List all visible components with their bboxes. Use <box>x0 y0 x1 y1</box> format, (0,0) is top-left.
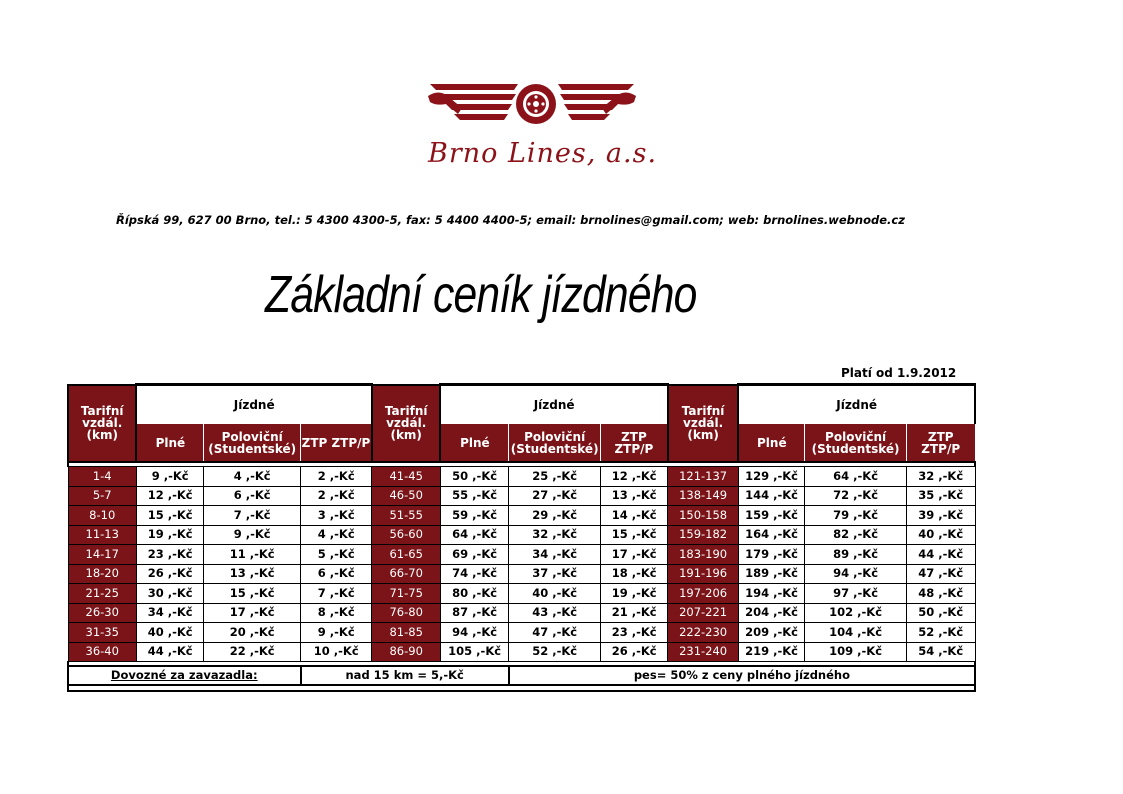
half-fare-cell: 97 ,-Kč <box>805 584 907 604</box>
full-fare-cell: 15 ,-Kč <box>136 506 203 526</box>
full-fare-cell: 74 ,-Kč <box>440 564 508 584</box>
distance-cell: 41-45 <box>372 467 440 487</box>
half-fare-cell: 109 ,-Kč <box>805 642 907 662</box>
distance-cell: 11-13 <box>68 525 136 545</box>
distance-cell: 26-30 <box>68 603 136 623</box>
full-fare-cell: 219 ,-Kč <box>738 642 804 662</box>
half-fare-cell: 34 ,-Kč <box>509 545 601 565</box>
full-fare-cell: 209 ,-Kč <box>738 623 804 643</box>
header-fare: Jízdné <box>136 385 372 425</box>
header-distance: Tarifní vzdál. (km) <box>372 385 440 463</box>
half-fare-cell: 25 ,-Kč <box>509 467 601 487</box>
full-fare-cell: 87 ,-Kč <box>440 603 508 623</box>
ztp-fare-cell: 19 ,-Kč <box>600 584 667 604</box>
table-row <box>68 486 975 506</box>
tariff-body <box>68 462 975 662</box>
table-row <box>68 525 975 545</box>
distance-cell: 66-70 <box>372 564 440 584</box>
ztp-fare-cell: 54 ,-Kč <box>906 642 975 662</box>
half-fare-cell: 15 ,-Kč <box>204 584 301 604</box>
full-fare-cell: 30 ,-Kč <box>136 584 203 604</box>
half-fare-cell: 102 ,-Kč <box>805 603 907 623</box>
company-address: Řípská 99, 627 00 Brno, tel.: 5 4300 4300-5, fax: 5 4400 4400-5; email: brnolines@gmail.com; web: brnolines.webnode.cz <box>116 213 905 227</box>
full-fare-cell: 194 ,-Kč <box>738 584 804 604</box>
half-fare-cell: 27 ,-Kč <box>509 486 601 506</box>
full-fare-cell: 40 ,-Kč <box>136 623 203 643</box>
table-row <box>68 623 975 643</box>
ztp-fare-cell: 18 ,-Kč <box>600 564 667 584</box>
distance-cell: 61-65 <box>372 545 440 565</box>
half-fare-cell: 9 ,-Kč <box>204 525 301 545</box>
distance-cell: 46-50 <box>372 486 440 506</box>
full-fare-cell: 59 ,-Kč <box>440 506 508 526</box>
table-row <box>68 603 975 623</box>
ztp-fare-cell: 4 ,-Kč <box>301 525 372 545</box>
distance-cell: 1-4 <box>68 467 136 487</box>
distance-cell: 207-221 <box>668 603 738 623</box>
full-fare-cell: 94 ,-Kč <box>440 623 508 643</box>
full-fare-cell: 12 ,-Kč <box>136 486 203 506</box>
distance-cell: 231-240 <box>668 642 738 662</box>
ztp-fare-cell: 5 ,-Kč <box>301 545 372 565</box>
half-fare-cell: 13 ,-Kč <box>204 564 301 584</box>
half-fare-cell: 43 ,-Kč <box>509 603 601 623</box>
header-half: Poloviční (Studentské) <box>805 424 907 462</box>
header-half: Poloviční (Studentské) <box>509 424 601 462</box>
full-fare-cell: 50 ,-Kč <box>440 467 508 487</box>
dog-fare: pes= 50% z ceny plného jízdného <box>509 666 975 685</box>
ztp-fare-cell: 23 ,-Kč <box>600 623 667 643</box>
half-fare-cell: 52 ,-Kč <box>509 642 601 662</box>
half-fare-cell: 32 ,-Kč <box>509 525 601 545</box>
half-fare-cell: 22 ,-Kč <box>204 642 301 662</box>
full-fare-cell: 144 ,-Kč <box>738 486 804 506</box>
full-fare-cell: 159 ,-Kč <box>738 506 804 526</box>
half-fare-cell: 40 ,-Kč <box>509 584 601 604</box>
ztp-fare-cell: 3 ,-Kč <box>301 506 372 526</box>
header-distance: Tarifní vzdál. (km) <box>68 385 136 463</box>
valid-from: Platí od 1.9.2012 <box>841 366 957 380</box>
full-fare-cell: 164 ,-Kč <box>738 525 804 545</box>
ztp-fare-cell: 52 ,-Kč <box>906 623 975 643</box>
ztp-fare-cell: 13 ,-Kč <box>600 486 667 506</box>
distance-cell: 159-182 <box>668 525 738 545</box>
half-fare-cell: 29 ,-Kč <box>509 506 601 526</box>
distance-cell: 138-149 <box>668 486 738 506</box>
ztp-fare-cell: 50 ,-Kč <box>906 603 975 623</box>
full-fare-cell: 105 ,-Kč <box>440 642 508 662</box>
distance-cell: 31-35 <box>68 623 136 643</box>
half-fare-cell: 7 ,-Kč <box>204 506 301 526</box>
ztp-fare-cell: 21 ,-Kč <box>600 603 667 623</box>
tariff-table <box>67 383 976 692</box>
half-fare-cell: 4 ,-Kč <box>204 467 301 487</box>
full-fare-cell: 26 ,-Kč <box>136 564 203 584</box>
ztp-fare-cell: 44 ,-Kč <box>906 545 975 565</box>
ztp-fare-cell: 26 ,-Kč <box>600 642 667 662</box>
half-fare-cell: 94 ,-Kč <box>805 564 907 584</box>
full-fare-cell: 23 ,-Kč <box>136 545 203 565</box>
distance-cell: 56-60 <box>372 525 440 545</box>
ztp-fare-cell: 12 ,-Kč <box>600 467 667 487</box>
ztp-fare-cell: 10 ,-Kč <box>301 642 372 662</box>
header-fare: Jízdné <box>440 385 667 425</box>
table-row <box>68 584 975 604</box>
half-fare-cell: 82 ,-Kč <box>805 525 907 545</box>
full-fare-cell: 69 ,-Kč <box>440 545 508 565</box>
ztp-fare-cell: 7 ,-Kč <box>301 584 372 604</box>
full-fare-cell: 80 ,-Kč <box>440 584 508 604</box>
full-fare-cell: 129 ,-Kč <box>738 467 804 487</box>
ztp-fare-cell: 39 ,-Kč <box>906 506 975 526</box>
header-half: Poloviční (Studentské) <box>204 424 301 462</box>
half-fare-cell: 37 ,-Kč <box>509 564 601 584</box>
half-fare-cell: 79 ,-Kč <box>805 506 907 526</box>
ztp-fare-cell: 6 ,-Kč <box>301 564 372 584</box>
full-fare-cell: 179 ,-Kč <box>738 545 804 565</box>
distance-cell: 8-10 <box>68 506 136 526</box>
table-row <box>68 642 975 662</box>
distance-cell: 18-20 <box>68 564 136 584</box>
table-row <box>68 564 975 584</box>
distance-cell: 14-17 <box>68 545 136 565</box>
table-row <box>68 467 975 487</box>
table-row <box>68 506 975 526</box>
header-full: Plné <box>738 424 804 462</box>
page-title: Základní ceník jízdného <box>265 266 697 324</box>
company-name: Brno Lines, a.s. <box>428 138 658 169</box>
ztp-fare-cell: 32 ,-Kč <box>906 467 975 487</box>
luggage-value: nad 15 km = 5,-Kč <box>301 666 509 685</box>
ztp-fare-cell: 35 ,-Kč <box>906 486 975 506</box>
ztp-fare-cell: 9 ,-Kč <box>301 623 372 643</box>
half-fare-cell: 47 ,-Kč <box>509 623 601 643</box>
ztp-fare-cell: 17 ,-Kč <box>600 545 667 565</box>
half-fare-cell: 64 ,-Kč <box>805 467 907 487</box>
full-fare-cell: 34 ,-Kč <box>136 603 203 623</box>
half-fare-cell: 20 ,-Kč <box>204 623 301 643</box>
distance-cell: 36-40 <box>68 642 136 662</box>
distance-cell: 197-206 <box>668 584 738 604</box>
distance-cell: 191-196 <box>668 564 738 584</box>
distance-cell: 71-75 <box>372 584 440 604</box>
header-distance: Tarifní vzdál. (km) <box>668 385 738 463</box>
half-fare-cell: 104 ,-Kč <box>805 623 907 643</box>
ztp-fare-cell: 2 ,-Kč <box>301 467 372 487</box>
ztp-fare-cell: 8 ,-Kč <box>301 603 372 623</box>
header-fare: Jízdné <box>738 385 975 425</box>
distance-cell: 21-25 <box>68 584 136 604</box>
header-ztp: ZTP ZTP/P <box>600 424 667 462</box>
header-full: Plné <box>136 424 203 462</box>
ztp-fare-cell: 48 ,-Kč <box>906 584 975 604</box>
half-fare-cell: 17 ,-Kč <box>204 603 301 623</box>
table-row <box>68 545 975 565</box>
distance-cell: 5-7 <box>68 486 136 506</box>
full-fare-cell: 44 ,-Kč <box>136 642 203 662</box>
full-fare-cell: 204 ,-Kč <box>738 603 804 623</box>
full-fare-cell: 9 ,-Kč <box>136 467 203 487</box>
distance-cell: 81-85 <box>372 623 440 643</box>
distance-cell: 76-80 <box>372 603 440 623</box>
half-fare-cell: 11 ,-Kč <box>204 545 301 565</box>
header-ztp: ZTP ZTP/P <box>301 424 372 462</box>
header-ztp: ZTP ZTP/P <box>906 424 975 462</box>
distance-cell: 86-90 <box>372 642 440 662</box>
distance-cell: 121-137 <box>668 467 738 487</box>
full-fare-cell: 55 ,-Kč <box>440 486 508 506</box>
header-full: Plné <box>440 424 508 462</box>
half-fare-cell: 72 ,-Kč <box>805 486 907 506</box>
ztp-fare-cell: 47 ,-Kč <box>906 564 975 584</box>
half-fare-cell: 6 ,-Kč <box>204 486 301 506</box>
ztp-fare-cell: 2 ,-Kč <box>301 486 372 506</box>
full-fare-cell: 19 ,-Kč <box>136 525 203 545</box>
half-fare-cell: 89 ,-Kč <box>805 545 907 565</box>
full-fare-cell: 189 ,-Kč <box>738 564 804 584</box>
ztp-fare-cell: 14 ,-Kč <box>600 506 667 526</box>
distance-cell: 222-230 <box>668 623 738 643</box>
luggage-label: Dovozné za zavazadla: <box>68 666 301 685</box>
distance-cell: 150-158 <box>668 506 738 526</box>
distance-cell: 51-55 <box>372 506 440 526</box>
ztp-fare-cell: 40 ,-Kč <box>906 525 975 545</box>
ztp-fare-cell: 15 ,-Kč <box>600 525 667 545</box>
full-fare-cell: 64 ,-Kč <box>440 525 508 545</box>
distance-cell: 183-190 <box>668 545 738 565</box>
